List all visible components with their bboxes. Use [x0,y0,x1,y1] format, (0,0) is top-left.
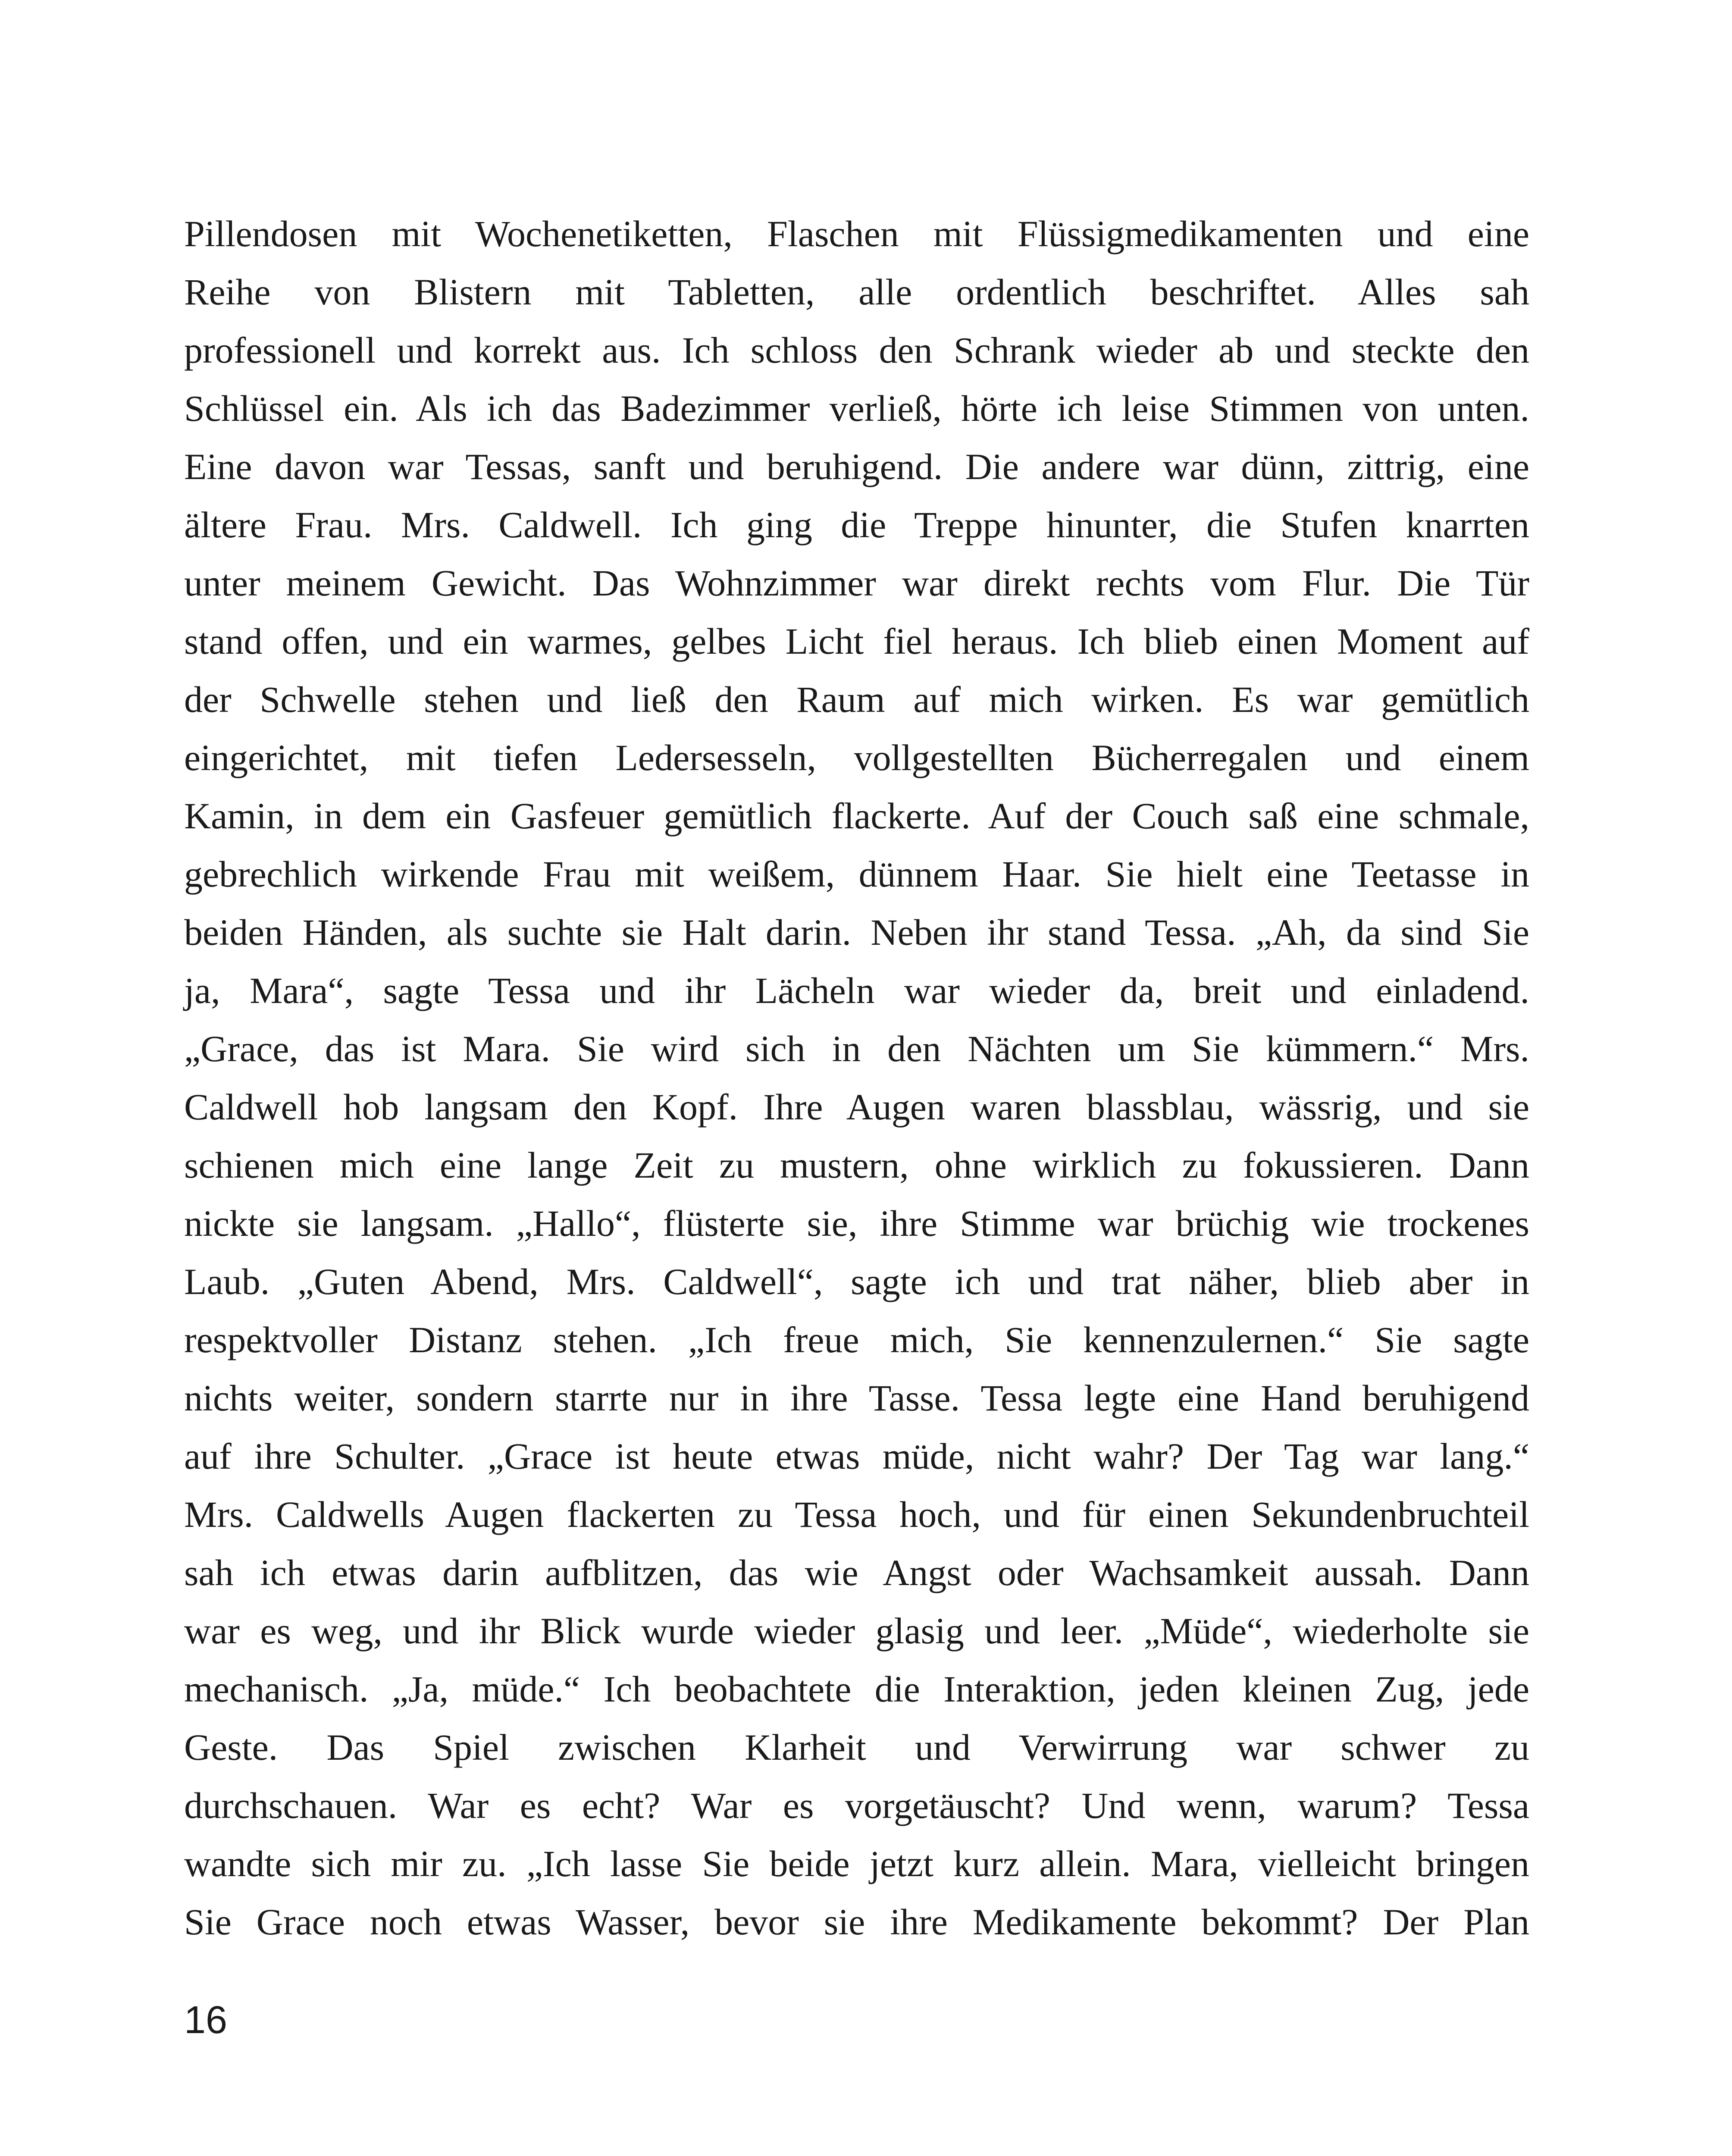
text-line: Geste. Das Spiel zwischen Klarheit und Verwirrung war schwer zu [184,1727,1529,1768]
page-number: 16 [184,1999,228,2042]
text-line: nickte sie langsam. „Hallo“, flüsterte sie, ihre Stimme war brüchig wie trockenes [184,1203,1529,1244]
text-line: respektvoller Distanz stehen. „Ich freue mich, Sie kennenzulernen.“ Sie sagte [184,1319,1529,1360]
text-line: eingerichtet, mit tiefen Ledersesseln, vollgestellten Bücherregalen und einem [184,737,1529,778]
text-line: schienen mich eine lange Zeit zu mustern, ohne wirklich zu fokussieren. Dann [184,1144,1529,1186]
text-line: mechanisch. „Ja, müde.“ Ich beobachtete die Interaktion, jeden kleinen Zug, jede [184,1668,1529,1710]
text-line: „Grace, das ist Mara. Sie wird sich in den Nächten um Sie kümmern.“ Mrs. [184,1028,1529,1069]
text-line: nichts weiter, sondern starrte nur in ihre Tasse. Tessa legte eine Hand beruhigend [184,1377,1529,1419]
text-line: sah ich etwas darin aufblitzen, das wie Angst oder Wachsamkeit aussah. Dann [184,1552,1529,1593]
text-line: Eine davon war Tessas, sanft und beruhigend. Die andere war dünn, zittrig, eine [184,446,1529,487]
text-line: wandte sich mir zu. „Ich lasse Sie beide jetzt kurz allein. Mara, vielleicht bringen [184,1843,1529,1884]
text-line: ja, Mara“, sagte Tessa und ihr Lächeln war wieder da, breit und einladend. [184,970,1529,1011]
body-text [184,205,1529,1951]
text-line: der Schwelle stehen und ließ den Raum auf mich wirken. Es war gemütlich [184,679,1529,720]
text-line: durchschauen. War es echt? War es vorgetäuscht? Und wenn, warum? Tessa [184,1785,1529,1826]
text-line: Schlüssel ein. Als ich das Badezimmer verließ, hörte ich leise Stimmen von unten. [184,388,1529,429]
text-line: stand offen, und ein warmes, gelbes Licht fiel heraus. Ich blieb einen Moment auf [184,620,1529,662]
text-line: Pillendosen mit Wochenetiketten, Flaschen mit Flüssigmedikamenten und eine [184,213,1529,254]
text-line: Caldwell hob langsam den Kopf. Ihre Augen waren blassblau, wässrig, und sie [184,1086,1529,1128]
text-line: Laub. „Guten Abend, Mrs. Caldwell“, sagte ich und trat näher, blieb aber in [184,1261,1529,1302]
text-line: war es weg, und ihr Blick wurde wieder glasig und leer. „Müde“, wiederholte sie [184,1610,1529,1651]
text-line: ältere Frau. Mrs. Caldwell. Ich ging die Treppe hinunter, die Stufen knarrten [184,504,1529,545]
text-line: gebrechlich wirkende Frau mit weißem, dünnem Haar. Sie hielt eine Teetasse in [184,853,1529,895]
text-line: Mrs. Caldwells Augen flackerten zu Tessa hoch, und für einen Sekundenbruchteil [184,1494,1529,1535]
text-line: Sie Grace noch etwas Wasser, bevor sie ihre Medikamente bekommt? Der Plan [184,1901,1529,1943]
text-line: professionell und korrekt aus. Ich schloss den Schrank wieder ab und steckte den [184,329,1529,371]
text-line: unter meinem Gewicht. Das Wohnzimmer war direkt rechts vom Flur. Die Tür [184,562,1529,604]
text-line: Kamin, in dem ein Gasfeuer gemütlich flackerte. Auf der Couch saß eine schmale, [184,795,1529,837]
text-line: Reihe von Blistern mit Tabletten, alle ordentlich beschriftet. Alles sah [184,271,1529,313]
text-line: auf ihre Schulter. „Grace ist heute etwas müde, nicht wahr? Der Tag war lang.“ [184,1435,1529,1477]
text-line: beiden Händen, als suchte sie Halt darin. Neben ihr stand Tessa. „Ah, da sind Sie [184,912,1529,953]
